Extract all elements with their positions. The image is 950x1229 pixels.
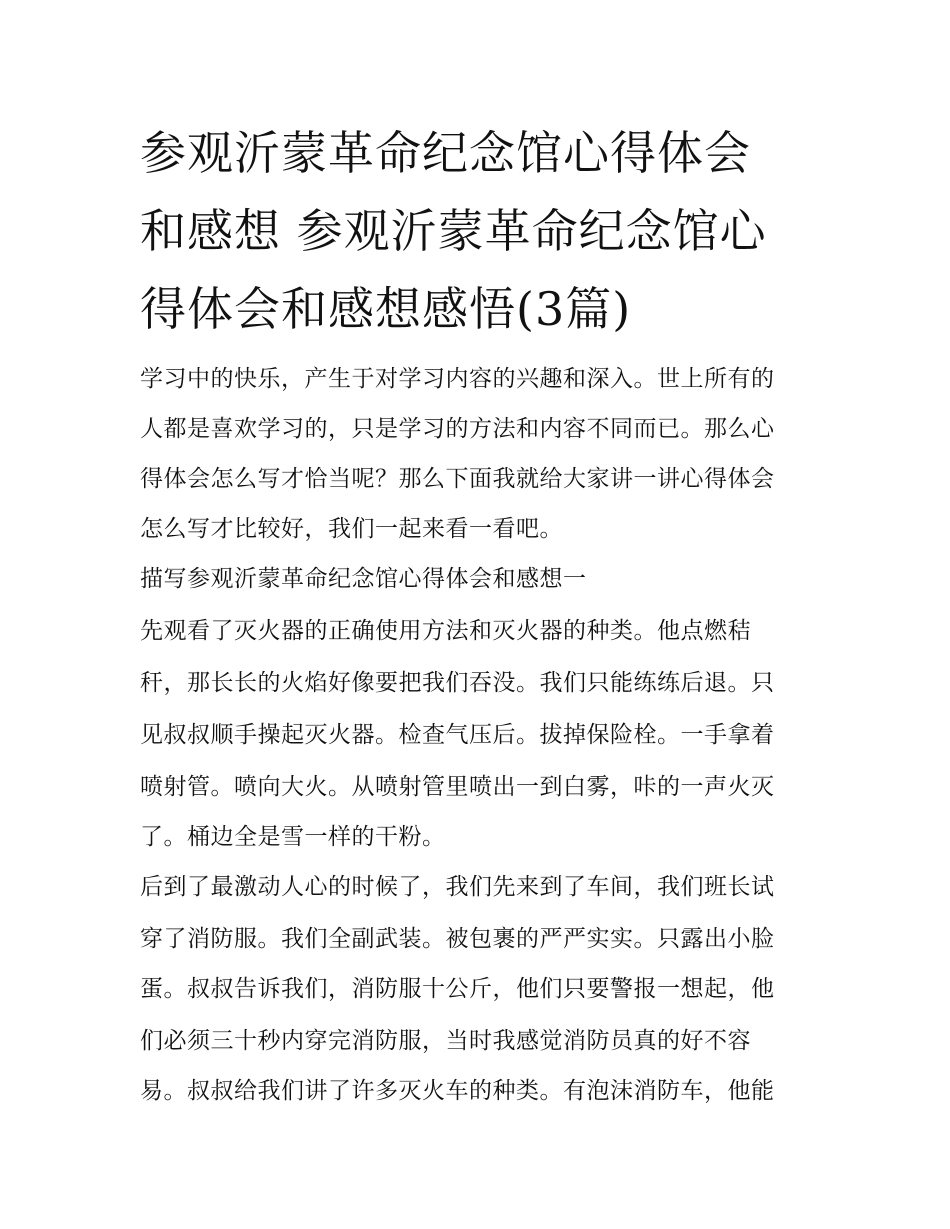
section-heading: 描写参观沂蒙革命纪念馆心得体会和感想一 bbox=[140, 566, 587, 592]
body-line-7: 秆，那长长的火焰好像要把我们吞没。我们只能练练后退。只 bbox=[140, 670, 775, 696]
body-line-14: 们必须三十秒内穿完消防服，当时我感觉消防员真的好不容 bbox=[140, 1028, 751, 1054]
title-line-3: 得体会和感想感悟(3篇) bbox=[140, 282, 632, 336]
body-line-3: 得体会怎么写才恰当呢？那么下面我就给大家讲一讲心得体会 bbox=[140, 466, 775, 492]
body-line-13: 蛋。叔叔告诉我们，消防服十公斤，他们只要警报一想起，他 bbox=[140, 976, 775, 1002]
body-line-10: 了。桶边全是雪一样的干粉。 bbox=[140, 824, 446, 850]
body-line-2: 人都是喜欢学习的，只是学习的方法和内容不同而已。那么心 bbox=[140, 416, 775, 442]
body-line-9: 喷射管。喷向大火。从喷射管里喷出一到白雾，咔的一声火灭 bbox=[140, 774, 775, 800]
title-line-1: 参观沂蒙革命纪念馆心得体会 bbox=[140, 126, 751, 180]
body-line-1: 学习中的快乐，产生于对学习内容的兴趣和深入。世上所有的 bbox=[140, 366, 775, 392]
body-line-8: 见叔叔顺手操起灭火器。检查气压后。拔掉保险栓。一手拿着 bbox=[140, 722, 775, 748]
body-line-4: 怎么写才比较好，我们一起来看一看吧。 bbox=[140, 516, 563, 542]
body-line-11: 后到了最激动人心的时候了，我们先来到了车间，我们班长试 bbox=[140, 874, 775, 900]
body-line-6: 先观看了灭火器的正确使用方法和灭火器的种类。他点燃秸 bbox=[140, 618, 751, 644]
body-line-15: 易。叔叔给我们讲了许多灭火车的种类。有泡沫消防车，他能 bbox=[140, 1078, 775, 1104]
body-line-12: 穿了消防服。我们全副武装。被包裹的严严实实。只露出小脸 bbox=[140, 926, 775, 952]
document-title bbox=[140, 114, 820, 348]
title-line-2: 和感想 参观沂蒙革命纪念馆心 bbox=[140, 204, 767, 258]
